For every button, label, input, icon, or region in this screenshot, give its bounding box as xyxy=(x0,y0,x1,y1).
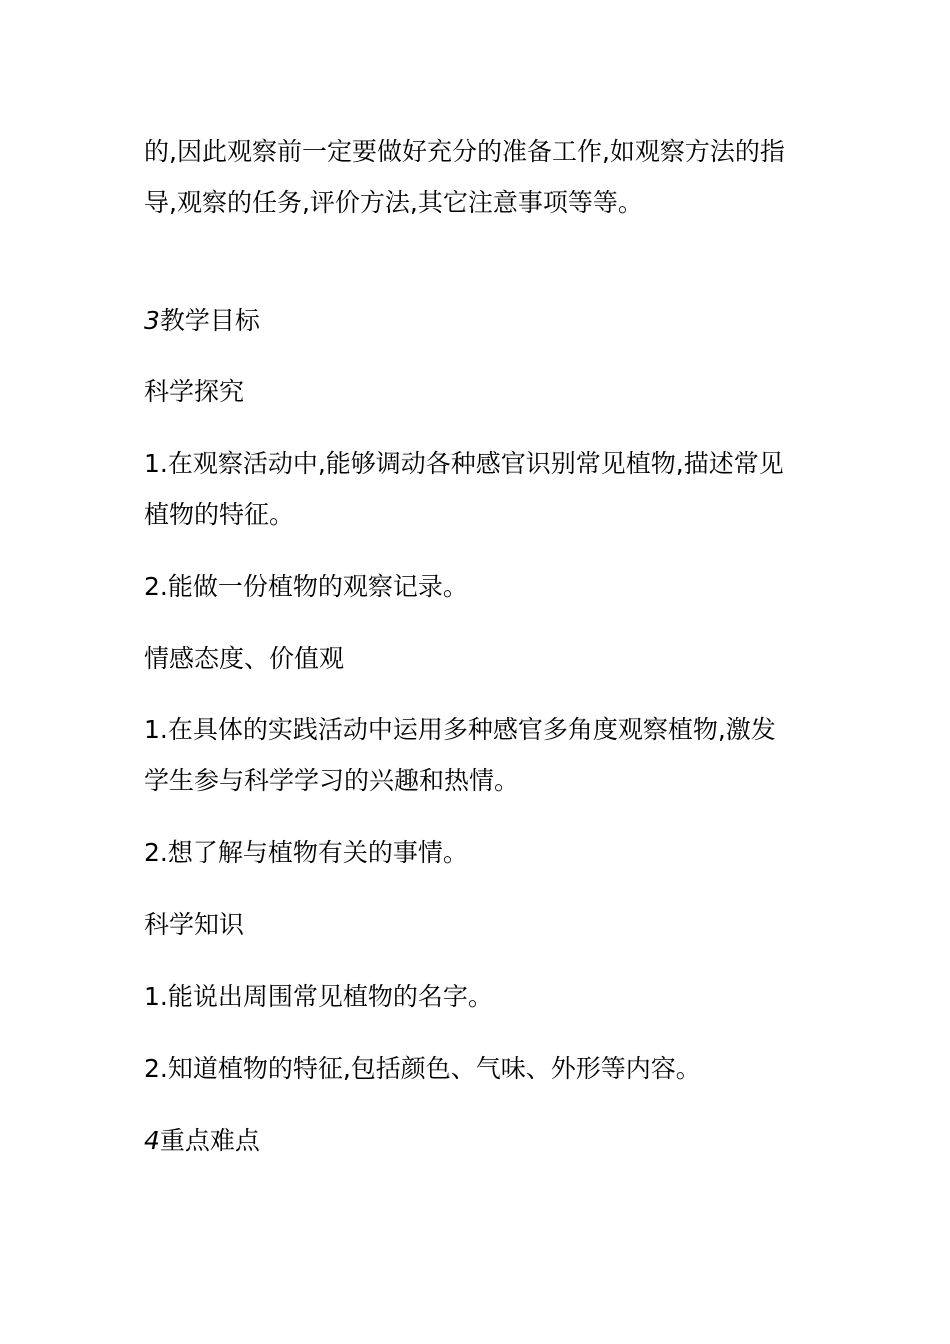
attitude-item-1-line-1: 1.在具体的实践活动中运用多种感官多角度观察植物,激发 xyxy=(144,715,776,744)
knowledge-item-2: 2.知道植物的特征,包括颜色、气味、外形等内容。 xyxy=(144,1054,701,1083)
section-4-number: 4 xyxy=(144,1126,160,1155)
section-3-heading xyxy=(144,308,824,333)
knowledge-heading: 科学知识 xyxy=(144,910,245,939)
intro-paragraph-line-1: 的,因此观察前一定要做好充分的准备工作,如观察方法的指 xyxy=(144,137,785,166)
inquiry-item-2: 2.能做一份植物的观察记录。 xyxy=(144,572,468,601)
inquiry-item-1-line-1: 1.在观察活动中,能够调动各种感官识别常见植物,描述常见 xyxy=(144,449,784,478)
section-3-title: 教学目标 xyxy=(159,306,260,335)
attitude-item-1-line-2: 学生参与科学学习的兴趣和热情。 xyxy=(144,766,520,795)
knowledge-item-1: 1.能说出周围常见植物的名字。 xyxy=(144,982,493,1011)
section-4-title: 重点难点 xyxy=(159,1126,260,1155)
inquiry-item-1-line-2: 植物的特征。 xyxy=(144,500,295,529)
attitude-heading: 情感态度、价值观 xyxy=(144,644,345,673)
section-3-number: 3 xyxy=(144,306,160,335)
attitude-item-2: 2.想了解与植物有关的事情。 xyxy=(144,838,468,867)
intro-paragraph-line-2: 导,观察的任务,评价方法,其它注意事项等等。 xyxy=(144,188,643,217)
section-4-heading xyxy=(144,1128,824,1153)
inquiry-heading: 科学探究 xyxy=(144,377,245,406)
